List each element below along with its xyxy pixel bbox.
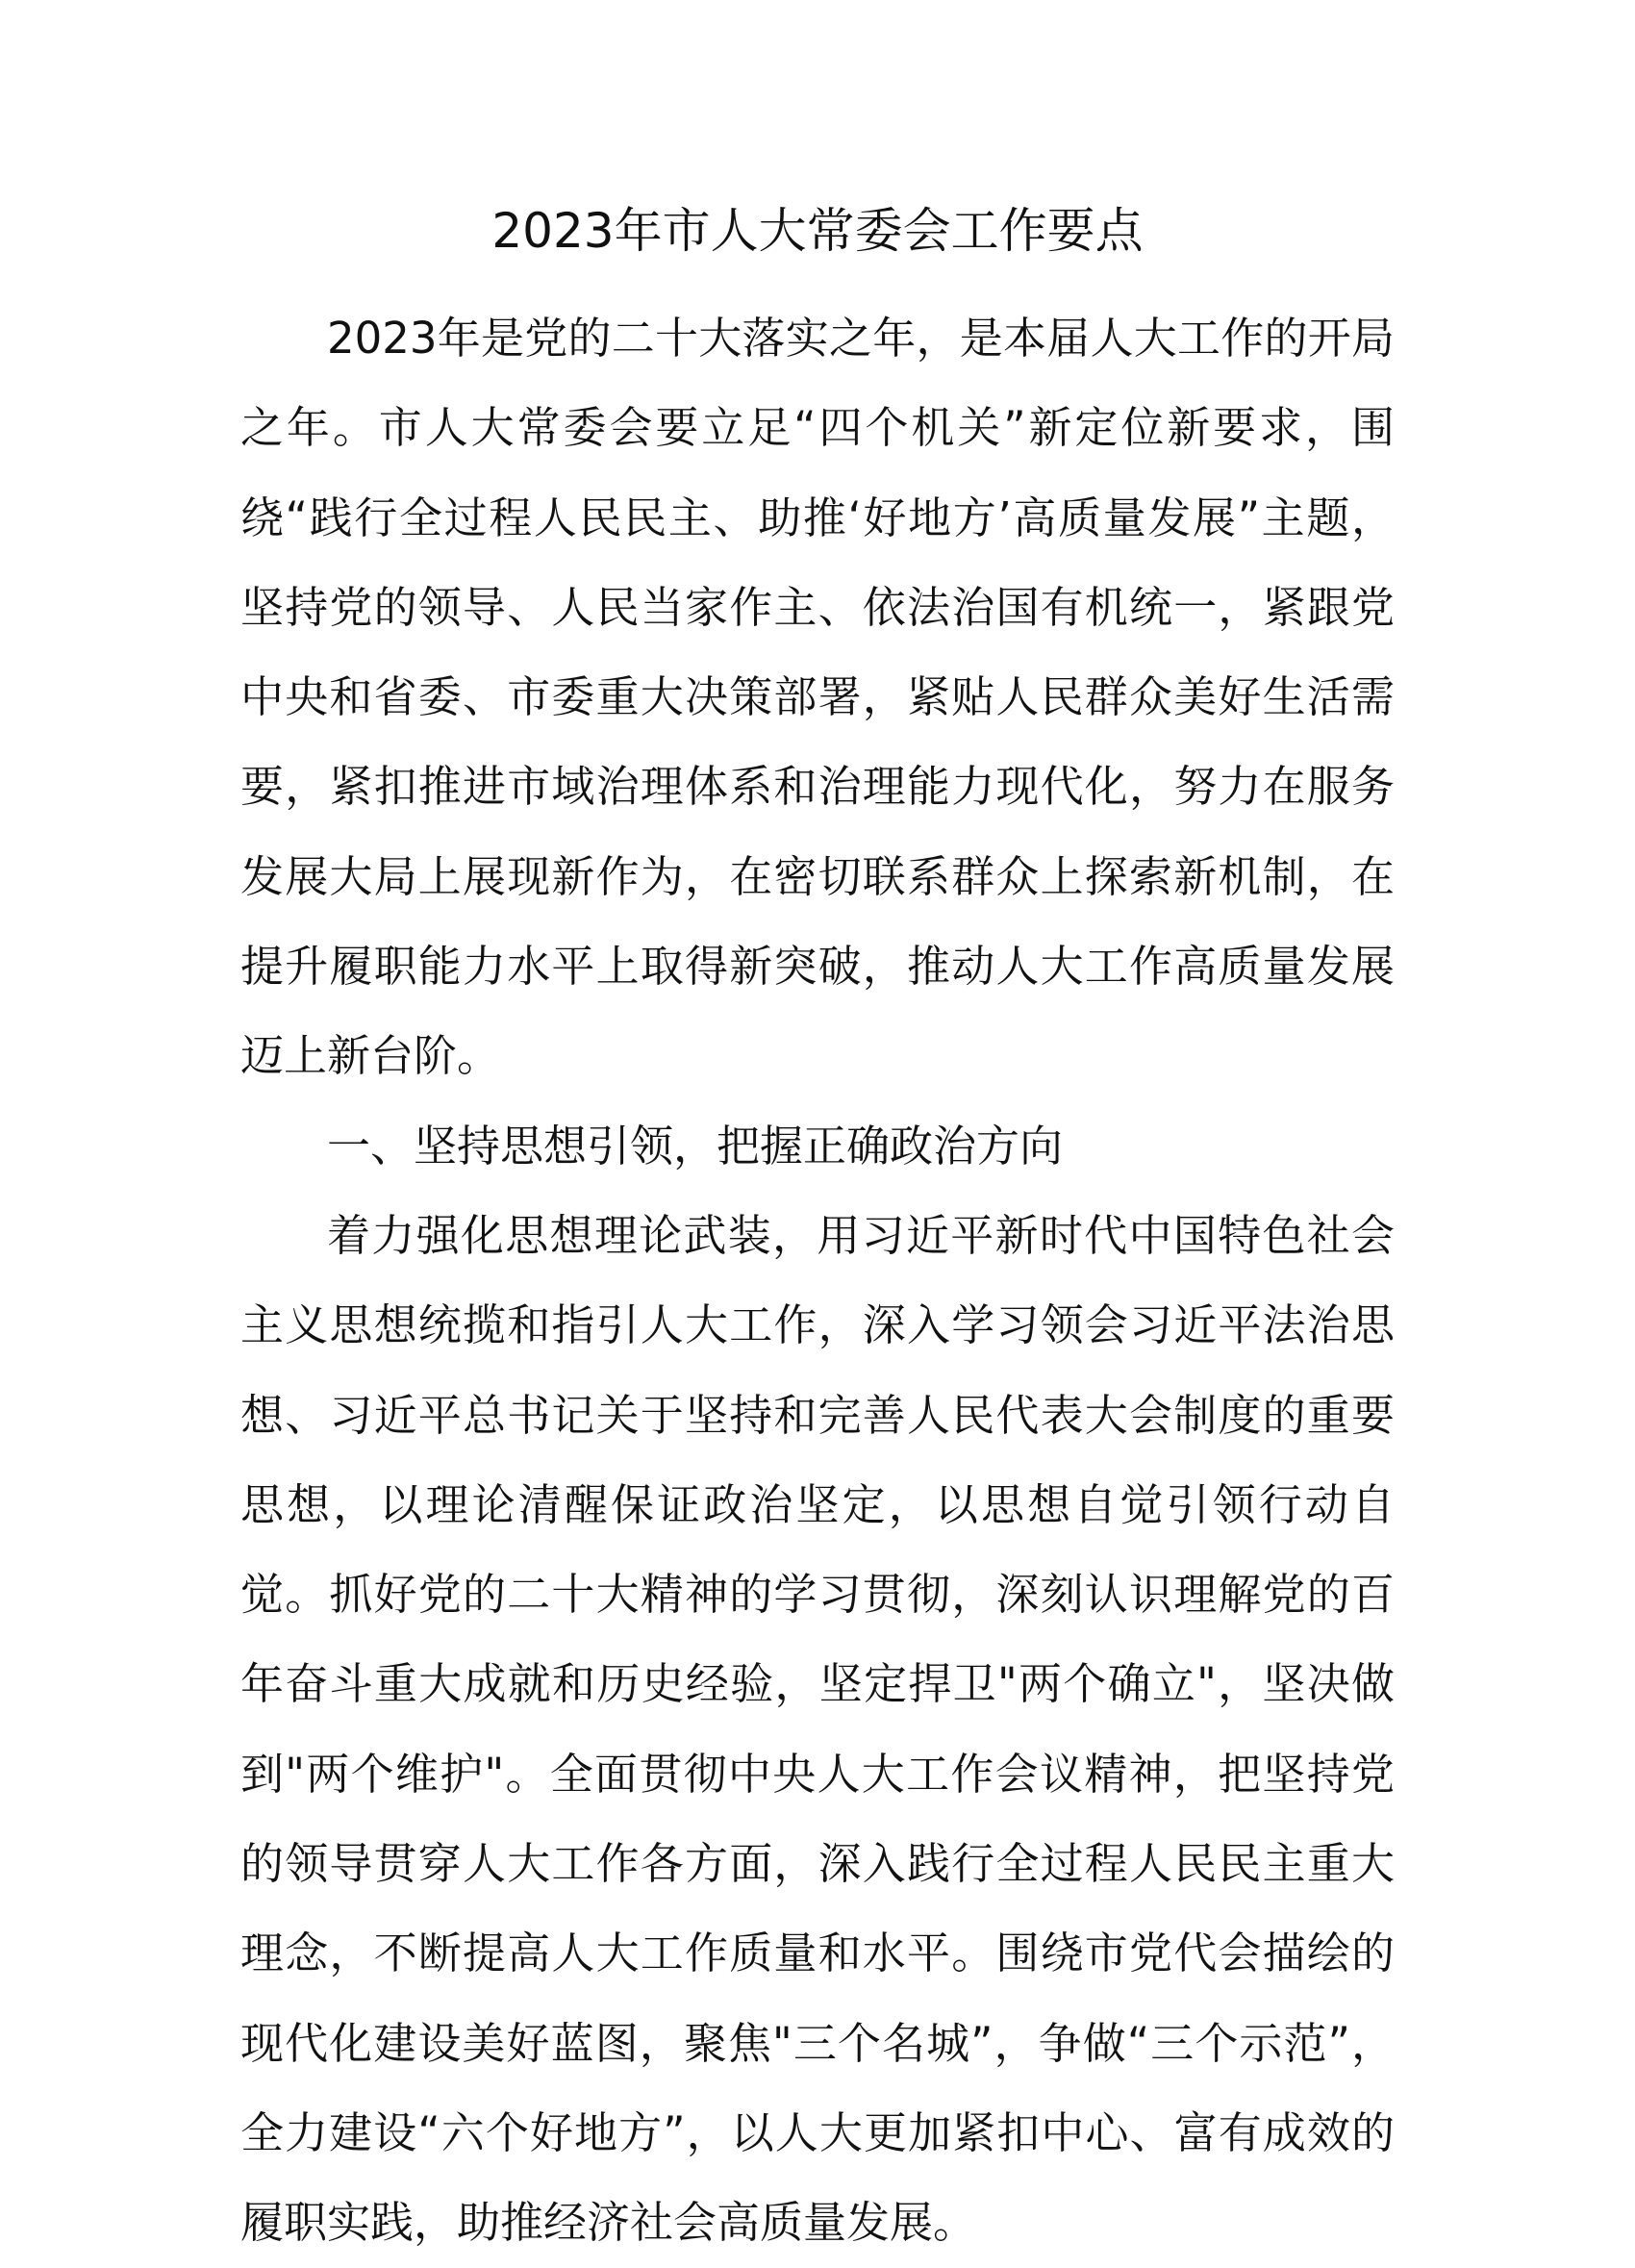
document-title: 2023年市人大常委会工作要点 xyxy=(491,203,1144,259)
section-paragraph: 着力强化思想理论武装，用习近平新时代中国特色社会主义思想统揽和指引人大工作，深入学习领会习近平法治思想、习近平总书记关于坚持和完善人民代表大会制度的重要思想，以理论清醒保证政治坚定，以思想自觉引领行动自觉。抓好党的二十大精神的学习贯彻，深刻认识理解党的百年奋斗重大成就和历史经验，坚定捍卫"两个确立"，坚决做到"两个维护"。全面贯彻中央人大工作会议精神，把坚持党的领导贯穿人大工作各方面，深入践行全过程人民民主重大理念，不断提高人大工作质量和水平。围绕市党代会描绘的现代化建设美好蓝图，聚焦"三个名城”，争做“三个示范”，全力建设“六个好地方”，以人大更加紧扣中心、富有成效的履职实践，助推经济社会高质量发展。 xyxy=(240,1209,1395,2249)
intro-paragraph: 2023年是党的二十大落实之年，是本届人大工作的开局之年。市人大常委会要立足“四个机关”新定位新要求，围绕“践行全过程人民民主、助推‘好地方’高质量发展”主题，坚持党的领导、人民当家作主、依法治国有机统一，紧跟党中央和省委、市委重大决策部署，紧贴人民群众美好生活需要，紧扣推进市域治理体系和治理能力现代化，努力在服务发展大局上展现新作为，在密切联系群众上探索新机制，在提升履职能力水平上取得新突破，推动人大工作高质量发展迈上新台阶。 xyxy=(240,313,1395,1082)
section-heading: 一、坚持思想引领，把握正确政治方向 xyxy=(327,1120,1064,1172)
document-body xyxy=(240,188,1395,2268)
